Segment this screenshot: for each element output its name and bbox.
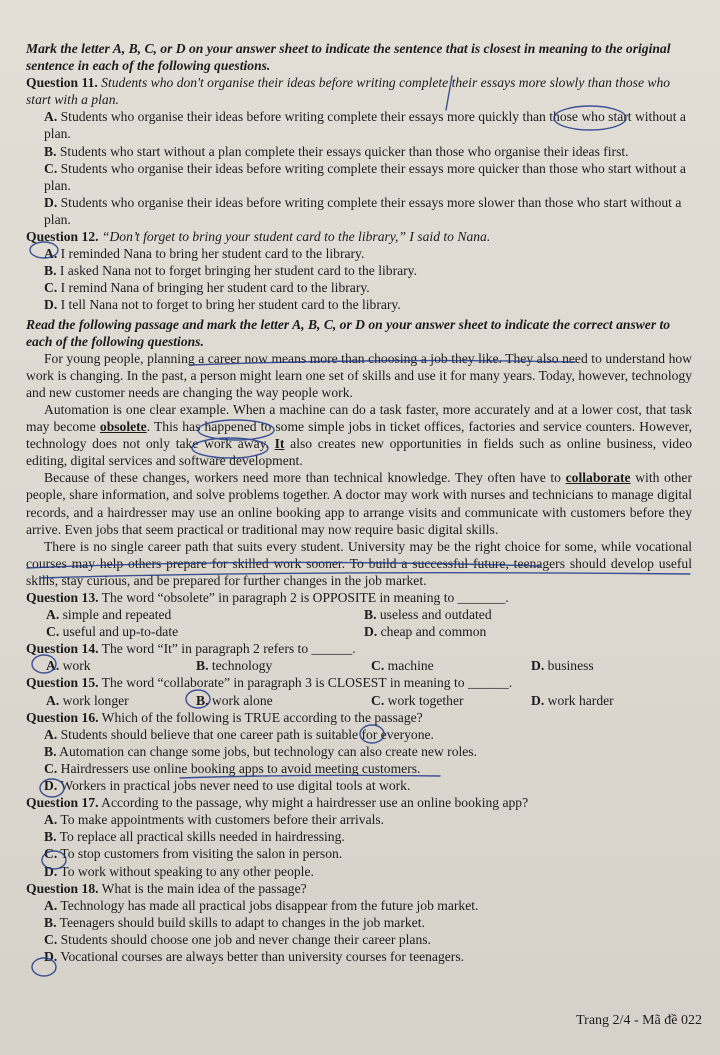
- q16-option-c[interactable]: C. Hairdressers use online booking apps to avoid meeting customers.: [44, 760, 421, 776]
- question-12-stem: Question 12. “Don’t forget to bring your student card to the library,” I said to Nana.: [26, 229, 491, 245]
- q11-option-a[interactable]: A. Students who organise their ideas before writing complete their essays more quickly than those who start without a plan.: [44, 109, 686, 142]
- q13-option-d[interactable]: D. cheap and common: [364, 624, 487, 640]
- instructions-reading: Read the following passage and mark the letter A, B, C, or D on your answer sheet to indicate the correct answer to each of the following questions.: [26, 316, 671, 349]
- question-15-stem: Question 15. The word “collaborate” in paragraph 3 is CLOSEST in meaning to ______.: [26, 675, 513, 691]
- q18-option-a[interactable]: A. Technology has made all practical jobs disappear from the future job market.: [44, 897, 479, 913]
- q11-option-b[interactable]: B. Students who start without a plan complete their essays quicker than those who organise their ideas first.: [44, 143, 629, 159]
- q16-option-a[interactable]: A. Students should believe that one career path is suitable for everyone.: [44, 726, 434, 742]
- question-17-stem: Question 17. According to the passage, why might a hairdresser use an online booking app?: [26, 795, 529, 811]
- q17-option-d[interactable]: D. To work without speaking to any other people.: [44, 863, 314, 879]
- q12-option-d[interactable]: D. I tell Nana not to forget to bring her student card to the library.: [44, 297, 401, 313]
- q13-option-c[interactable]: C. useful and up-to-date: [46, 624, 179, 640]
- passage-paragraph-3: Because of these changes, workers need more than technical knowledge. They often have to collaborate with other people, share information, and solve problems together. A doctor may work with nurses and technicians to manage digital records, and a hairdresser may use an online booking app to arrange visits and communicate with customers before they arrive. Even jobs that seem practical or traditional may now require basic digital skills.: [26, 470, 692, 537]
- question-18-stem: Question 18. What is the main idea of the passage?: [26, 880, 307, 896]
- q12-option-b[interactable]: B. I asked Nana not to forget bringing her student card to the library.: [44, 263, 417, 279]
- q11-option-c[interactable]: C. Students who organise their ideas before writing complete their essays more quicker than those who start without a plan.: [44, 160, 686, 193]
- q14-option-b[interactable]: B. technology: [196, 658, 273, 674]
- q13-option-b[interactable]: B. useless and outdated: [364, 607, 492, 623]
- passage-paragraph-2: Automation is one clear example. When a machine can do a task faster, more accurately and at a lower cost, that task may become obsolete. This has happened to some simple jobs in ticket offices, factories and service counters. However, technology does not only take work away. It also creates new opportunities in fields such as online business, video editing, digital services and software development.: [26, 401, 693, 469]
- q15-option-d[interactable]: D. work harder: [531, 692, 614, 708]
- question-16-stem: Question 16. Which of the following is TRUE according to the passage?: [26, 709, 423, 725]
- question-14-stem: Question 14. The word “It” in paragraph 2 refers to ______.: [26, 641, 356, 657]
- q13-options-row-2: [26, 623, 692, 640]
- q15-option-c[interactable]: C. work together: [371, 692, 464, 708]
- q16-option-d[interactable]: D. Workers in practical jobs never need to use digital tools at work.: [44, 778, 411, 794]
- page-footer: Trang 2/4 - Mã đề 022: [576, 1013, 702, 1028]
- q15-option-b[interactable]: B. work alone: [196, 692, 273, 708]
- passage-paragraph-1: For young people, planning a career now means more than choosing a job they like. They also need to understand how work is changing. In the past, a person might learn one set of skills and use it for many years. Today, however, technology and new customer needs are changing the way people work.: [26, 350, 692, 400]
- q12-option-c[interactable]: C. I remind Nana of bringing her student card to the library.: [44, 280, 370, 296]
- q13-options-row-1: [26, 606, 692, 623]
- q17-option-b[interactable]: B. To replace all practical skills needed in hairdressing.: [44, 829, 345, 845]
- question-11-stem: Question 11. Students who don't organise their ideas before writing complete their essays more slowly than those who start with a plan.: [26, 75, 671, 108]
- passage-paragraph-4: There is no single career path that suits every student. University may be the right choice for some, while vocational courses may help others prepare for skilled work sooner. To build a successful future, teenagers should develop useful skills, stay curious, and be prepared for further changes in the job market.: [26, 538, 692, 588]
- q14-option-c[interactable]: C. machine: [371, 658, 434, 674]
- keyword-it: It: [274, 436, 285, 452]
- q18-option-c[interactable]: C. Students should choose one job and never change their career plans.: [44, 931, 431, 947]
- q15-options: [26, 692, 692, 709]
- q14-options: [26, 657, 692, 674]
- instructions-sentence-transform: Mark the letter A, B, C, or D on your answer sheet to indicate the sentence that is closest in meaning to the original sentence in each of the following questions.: [26, 41, 671, 74]
- q13-option-a[interactable]: A. simple and repeated: [46, 607, 172, 623]
- q12-option-a[interactable]: A. I reminded Nana to bring her student card to the library.: [44, 246, 365, 262]
- question-13-stem: Question 13. The word “obsolete” in paragraph 2 is OPPOSITE in meaning to _______.: [26, 590, 509, 605]
- q17-option-a[interactable]: A. To make appointments with customers before their arrivals.: [44, 812, 385, 828]
- q17-option-c[interactable]: C. To stop customers from visiting the salon in person.: [44, 846, 343, 862]
- q15-option-a[interactable]: A. work longer: [46, 692, 129, 708]
- keyword-collaborate: collaborate: [565, 470, 631, 486]
- q11-option-d[interactable]: D. Students who organise their ideas before writing complete their essays more slower than those who start without a plan.: [44, 194, 682, 227]
- q14-option-a[interactable]: A. work: [46, 658, 91, 674]
- keyword-obsolete: obsolete: [99, 419, 147, 435]
- q18-option-d[interactable]: D. Vocational courses are always better than university courses for teenagers.: [44, 948, 465, 964]
- q14-option-d[interactable]: D. business: [531, 658, 594, 674]
- q18-option-b[interactable]: B. Teenagers should build skills to adapt to changes in the job market.: [44, 914, 425, 930]
- q16-option-b[interactable]: B. Automation can change some jobs, but technology can also create new roles.: [44, 743, 478, 759]
